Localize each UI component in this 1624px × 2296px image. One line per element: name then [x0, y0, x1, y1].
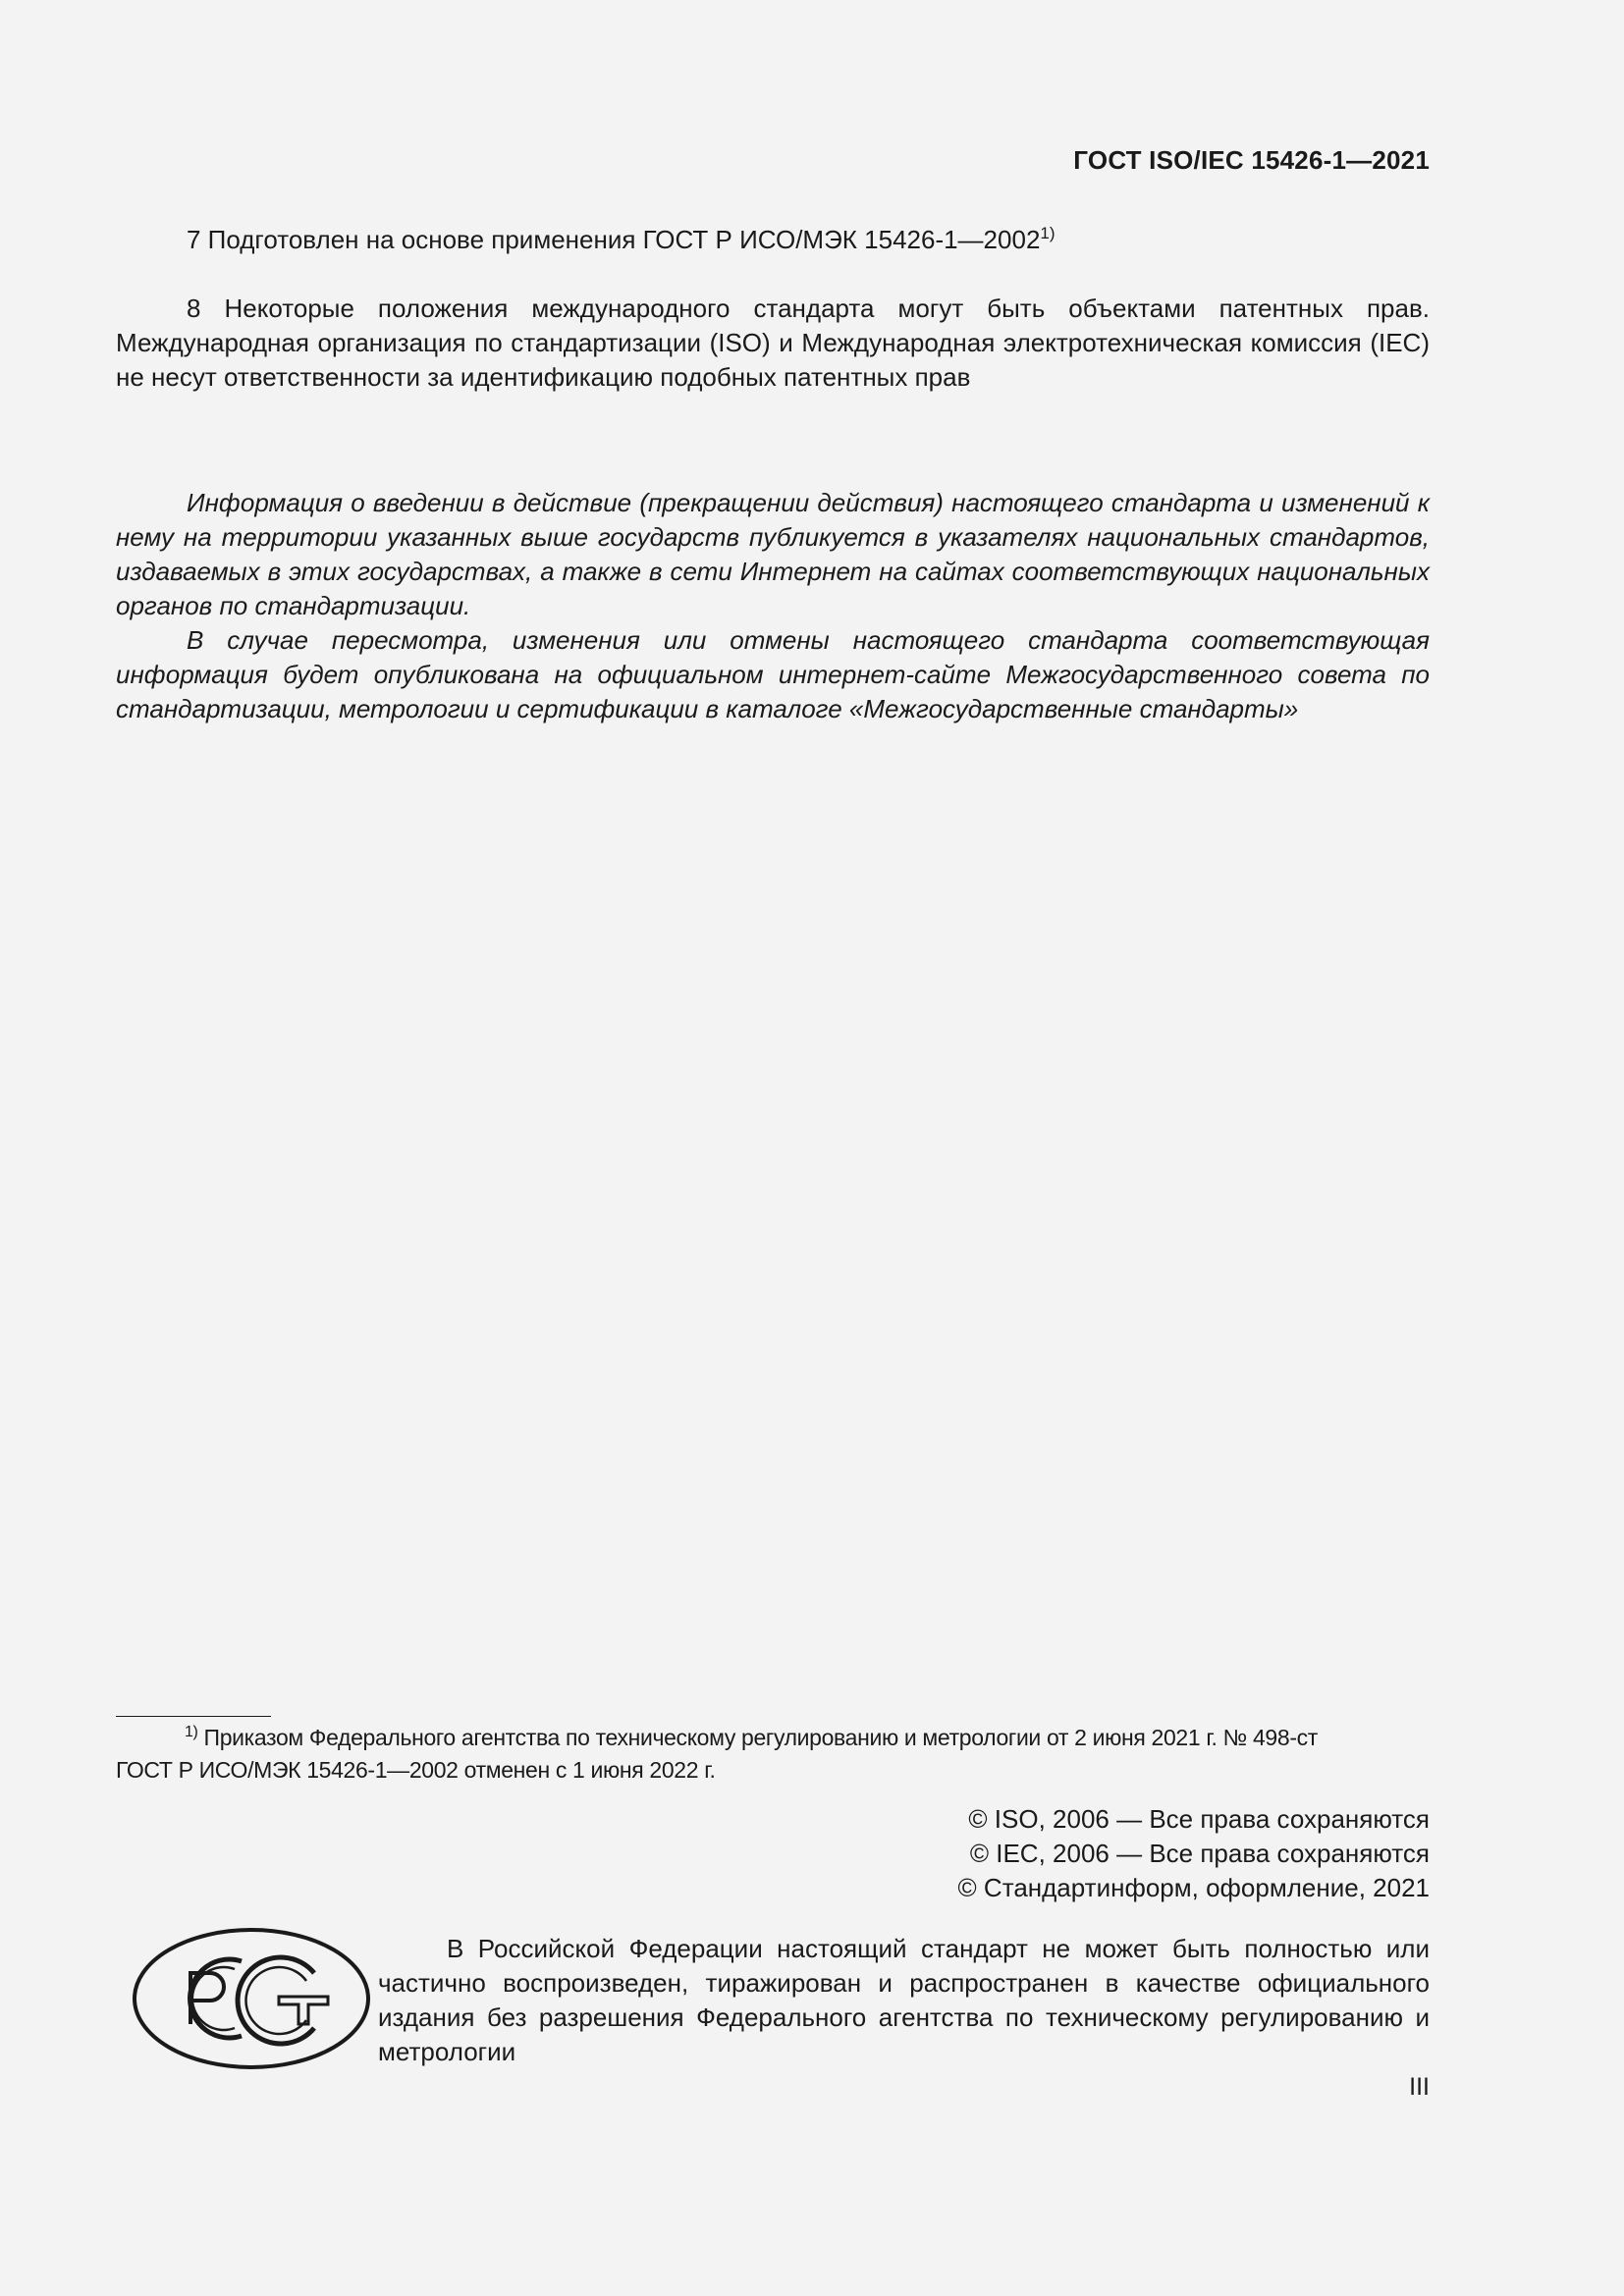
footnote-separator — [116, 1716, 271, 1717]
copyright-block — [958, 1802, 1430, 1905]
page-number: III — [1409, 2073, 1430, 2101]
footnote-line-2: ГОСТ Р ИСО/МЭК 15426-1—2002 отменен с 1 июня 2022 г. — [116, 1757, 716, 1783]
copyright-iec: © IEC, 2006 — Все права сохраняются — [969, 1839, 1430, 1868]
document-code-header: ГОСТ ISO/IEC 15426-1—2021 — [1073, 145, 1430, 175]
footnote-reference-mark: 1) — [1040, 224, 1056, 242]
info-paragraph-introduction: Информация о введении в действие (прекращении действия) настоящего стандарта и изменений к нему на территории указанных выше государств публикуется в указателях национальных стандартов, издаваемых в этих государствах, а также в сети Интернет на сайтах соответствующих национальных органов по стандартизации. — [116, 488, 1430, 620]
info-paragraph-revision: В случае пересмотра, изменения или отмены настоящего стандарта соответствующая информация будет опубликована на официальном интернет-сайте Межгосударственного совета по стандартизации, метрологии и сертификации в каталоге «Межгосударственные стандарты» — [116, 625, 1430, 723]
footnote-line-1-text: Приказом Федерального агентства по техническому регулированию и метрологии от 2 июня 2021 г. № 498-ст — [203, 1725, 1318, 1750]
footnote — [116, 1722, 1430, 1787]
footnote-line-1 — [116, 1722, 1430, 1754]
reproduction-notice: В Российской Федерации настоящий стандарт не может быть полностью или частично воспроизведен, тиражирован и распространен в качестве официального издания без разрешения Федерального агентства по техническому регулированию и метрологии — [378, 1934, 1430, 2066]
footnote-mark: 1) — [185, 1724, 198, 1740]
rst-certification-mark-icon — [132, 1926, 372, 2071]
item-8-paragraph: 8 Некоторые положения международного стандарта могут быть объектами патентных прав. Международная организация по стандартизации (ISO) и Международная электротехническая комиссия (IEC) не несут ответственности за идентификацию подобных патентных прав — [116, 294, 1430, 392]
standard-info-block — [116, 486, 1430, 726]
item-7-text: 7 Подготовлен на основе применения ГОСТ Р ИСО/МЭК 15426-1—2002 — [187, 225, 1041, 254]
item-7-paragraph — [116, 223, 1430, 257]
copyright-iso: © ISO, 2006 — Все права сохраняются — [968, 1804, 1430, 1834]
copyright-standartinform: © Стандартинформ, оформление, 2021 — [957, 1873, 1430, 1902]
